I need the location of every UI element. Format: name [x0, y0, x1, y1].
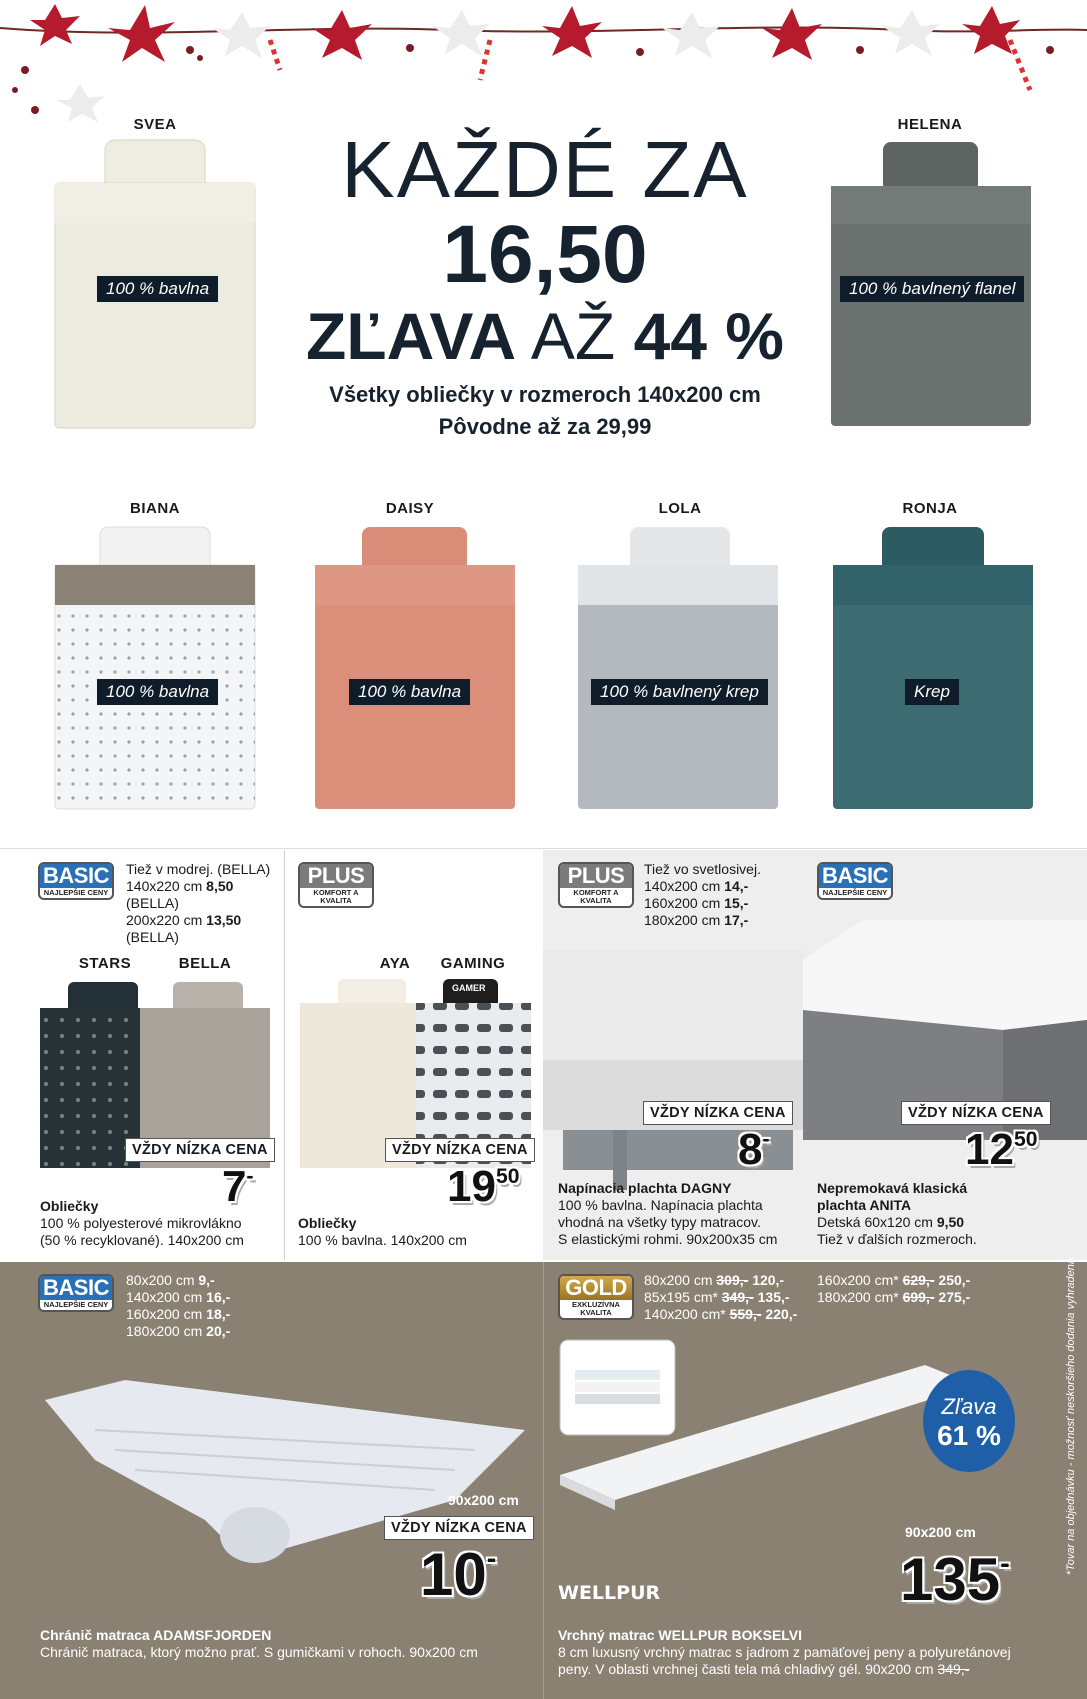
bokselvi-description: Vrchný matrac WELLPUR BOKSELVI 8 cm luxusný vrchný matrac s jadrom z pamäťovej peny a polyuretánovej peny. V oblasti vrchnej časti tela má chladivý gél. 90x200 cm 349,-	[558, 1627, 1011, 1677]
price-aya-gaming: $19^{50}$	[447, 1162, 520, 1211]
hero-price: 16,50	[442, 209, 648, 300]
material-badge-svea: 100 % bavlna	[97, 276, 218, 302]
duvet-image-biana	[52, 525, 258, 811]
always-low-price-badge: VŽDY NÍZKA CENA	[643, 1101, 793, 1125]
discount-bubble	[923, 1370, 1015, 1472]
hero-subtitle-2: Pôvodne až za 29,99	[438, 414, 652, 439]
material-badge-helena: 100 % bavlnený flanel	[840, 276, 1024, 302]
gold-quality-tag: GOLD EXKLUZÍVNA KVALITA	[558, 1274, 634, 1320]
hero-headline	[300, 125, 790, 441]
duvet-image-daisy	[312, 525, 518, 811]
dagny-description: Napínacia plachta DAGNY 100 % bavlna. Napínacia plachta vhodná na všetky typy matracov. S elastickými rohmi. 90x200x35 cm	[558, 1180, 778, 1247]
column-divider	[284, 850, 285, 1260]
bokselvi-size-list-left: 80x200 cm 309,- 120,- 85x195 cm* 349,- 135,- 140x200 cm* 559,- 220,-	[644, 1272, 798, 1322]
plus-quality-tag: PLUS KOMFORT A KVALITA	[298, 862, 374, 908]
hero-discount: ZĽAVA AŽ 44 %	[305, 299, 784, 373]
stars-size-list: Tiež v modrej. (BELLA) 140x220 cm 8,50 (BELLA) 200x220 cm 13,50 (BELLA)	[126, 861, 271, 945]
always-low-price-badge: VŽDY NÍZKA CENA	[901, 1101, 1051, 1125]
column-divider	[543, 1262, 544, 1699]
adamsfjorden-description: Chránič matraca ADAMSFJORDEN Chránič matraca, ktorý možno prať. S gumičkami v rohoch. 90x200 cm	[40, 1627, 478, 1660]
price-adamsfjorden: 10-	[420, 1541, 497, 1608]
basic-quality-tag: BASIC NAJLEPŠIE CENY	[38, 862, 114, 900]
product-name-bella: BELLA	[178, 955, 232, 972]
price-stars: 7-	[222, 1162, 254, 1211]
section-divider	[0, 848, 1087, 849]
price-dagny: 8-	[738, 1125, 770, 1174]
bokselvi-size-list-right: 160x200 cm* 629,- 250,- 180x200 cm* 699,- 275,-	[817, 1272, 971, 1305]
price-anita: $12^{50}$	[965, 1125, 1038, 1174]
discount-value: 61 %	[937, 1420, 1001, 1451]
product-name-lola: LOLA	[658, 500, 702, 517]
material-badge-ronja: Krep	[905, 679, 959, 705]
page-number: 7	[1025, 10, 1033, 25]
adamsfjorden-size-label: 90x200 cm	[448, 1492, 519, 1508]
hero-line1: KAŽDÉ ZA	[341, 125, 749, 214]
order-footnote: *Tovar na objednávku - možnosť neskoršieho dodania vyhradená.	[1065, 1255, 1077, 1576]
anita-description: Nepremokavá klasická plachta ANITA Detská 60x120 cm 9,50 Tiež v ďalších rozmeroch.	[817, 1180, 977, 1247]
product-name-gaming: GAMING	[440, 955, 506, 972]
product-name-aya: AYA	[379, 955, 411, 972]
product-name-biana: BIANA	[130, 500, 180, 517]
material-badge-daisy: 100 % bavlna	[349, 679, 470, 705]
basic-quality-tag: BASIC NAJLEPŠIE CENY	[817, 862, 893, 900]
dagny-size-list: Tiež vo svetlosivej. 140x200 cm 14,- 160x200 cm 15,- 180x200 cm 17,-	[644, 861, 761, 928]
always-low-price-badge: VŽDY NÍZKA CENA	[384, 1516, 534, 1540]
product-name-helena: HELENA	[897, 116, 963, 133]
hero-subtitle-1: Všetky obliečky v rozmeroch 140x200 cm	[329, 382, 761, 407]
always-low-price-badge: VŽDY NÍZKA CENA	[385, 1138, 535, 1162]
duvet-image-ronja	[830, 525, 1036, 811]
material-badge-lola: 100 % bavlnený krep	[591, 679, 768, 705]
bokselvi-size-label: 90x200 cm	[905, 1524, 976, 1540]
product-name-svea: SVEA	[133, 116, 177, 133]
duvet-image-lola	[575, 525, 781, 811]
wellpur-logo: WELLPUR	[558, 1582, 661, 1604]
plus-quality-tag: PLUS KOMFORT A KVALITA	[558, 862, 634, 908]
always-low-price-badge: VŽDY NÍZKA CENA	[125, 1138, 275, 1162]
stars-description: Obliečky 100 % polyesterové mikrovlákno (50 % recyklované). 140x200 cm	[40, 1198, 244, 1248]
product-name-stars: STARS	[78, 955, 132, 972]
basic-quality-tag: BASIC NAJLEPŠIE CENY	[38, 1274, 114, 1312]
discount-label: Zľava	[941, 1394, 997, 1419]
price-bokselvi: 135-	[900, 1546, 1010, 1613]
gaming-pillow-print: GAMER	[452, 983, 486, 993]
aya-gaming-description: Obliečky 100 % bavlna. 140x200 cm	[298, 1215, 467, 1248]
product-name-ronja: RONJA	[902, 500, 958, 517]
product-name-daisy: DAISY	[385, 500, 435, 517]
material-badge-biana: 100 % bavlna	[97, 679, 218, 705]
adamsfjorden-size-list: 80x200 cm 9,- 140x200 cm 16,- 160x200 cm 18,- 180x200 cm 20,-	[126, 1272, 231, 1339]
